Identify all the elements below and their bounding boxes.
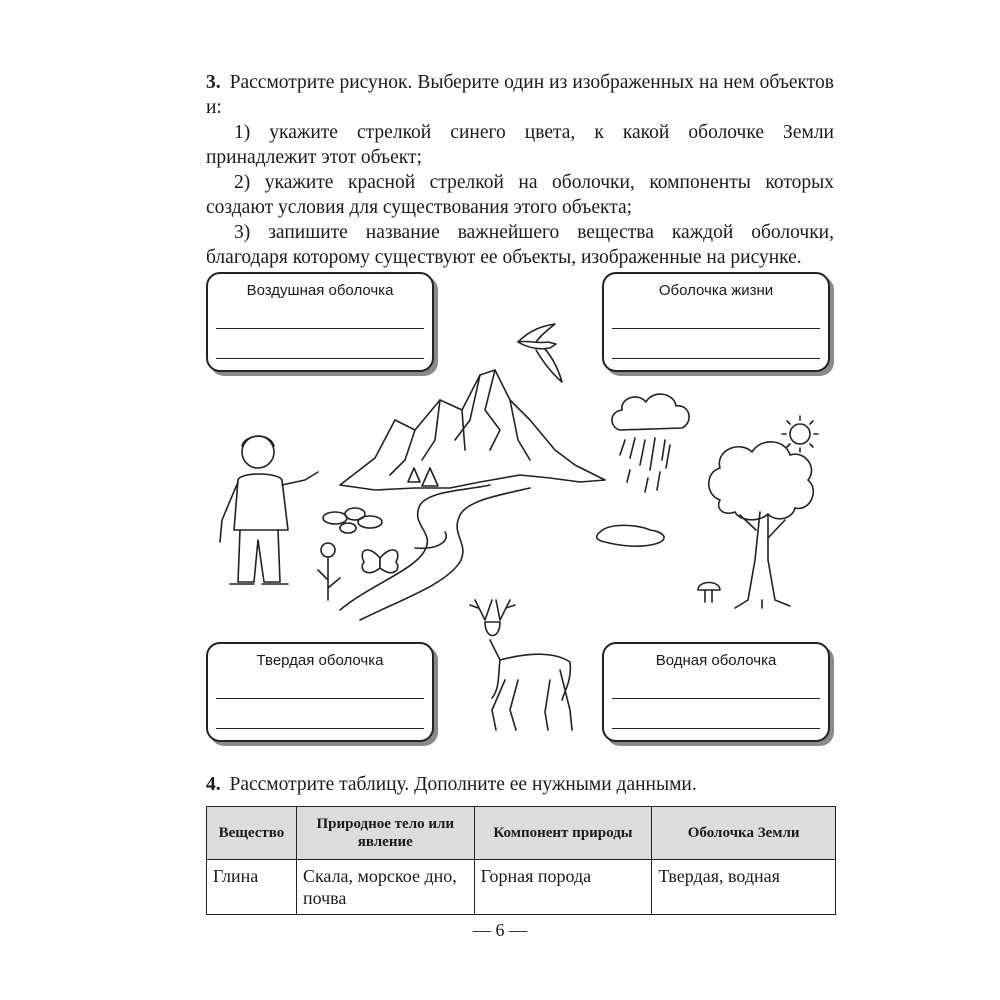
task-3-intro: [206, 70, 834, 120]
task-4-instruction: Рассмотрите таблицу. Дополните ее нужными данными.: [229, 774, 697, 795]
task-4-number: 4.: [206, 774, 221, 795]
substances-table: [206, 806, 836, 915]
air-shell-box: [206, 272, 434, 372]
answer-line[interactable]: [612, 698, 820, 699]
answer-line[interactable]: [612, 358, 820, 359]
page-number: — 6 —: [473, 920, 527, 940]
table-header-cell: Оболочка Земли: [652, 807, 836, 860]
solid-shell-title: Твердая оболочка: [256, 652, 384, 669]
answer-line[interactable]: [216, 358, 424, 359]
table-header-row: [207, 807, 836, 860]
table-cell[interactable]: Скала, морское дно, почва: [296, 860, 474, 915]
task-3-text: [206, 70, 834, 270]
answer-line[interactable]: [612, 728, 820, 729]
task-4-text: [206, 772, 834, 797]
task-3-item-1: 1) укажите стрелкой синего цвета, к какой оболочке Земли принадлежит этот объект;: [206, 122, 834, 168]
table-header-cell: Вещество: [207, 807, 297, 860]
task-3-intro-text: Рассмотрите рисунок. Выберите один из изображенных на нем объектов и:: [206, 72, 834, 118]
mushroom-icon: [698, 583, 720, 603]
task-3-number: 3.: [206, 72, 221, 93]
water-shell-title: Водная оболочка: [655, 652, 777, 669]
answer-line[interactable]: [216, 728, 424, 729]
butterfly-icon: [362, 550, 398, 573]
boy-icon: [220, 436, 318, 584]
cloud-rain-icon: [597, 394, 689, 546]
stones-icon: [323, 508, 382, 533]
life-shell-box: [602, 272, 830, 372]
solid-shell-box: [206, 642, 434, 742]
task-3-item-3: 3) запишите название важнейшего вещества каждой оболочки, благодаря которому существуют ее объекты, изображенные на рисунке.: [206, 222, 834, 268]
table-cell[interactable]: Твердая, водная: [652, 860, 836, 915]
flower-icon: [318, 543, 340, 600]
sun-icon: [782, 416, 818, 452]
mountain-icon: [340, 370, 605, 490]
table-header-cell: Компонент природы: [474, 807, 652, 860]
table-cell[interactable]: Глина: [207, 860, 297, 915]
water-shell-box: [602, 642, 830, 742]
answer-line[interactable]: [612, 328, 820, 329]
table-row: [207, 860, 836, 915]
tree-icon: [709, 442, 814, 608]
bird-icon: [518, 324, 562, 382]
life-shell-title: Оболочка жизни: [658, 282, 774, 299]
table-header-cell: Природное тело или явление: [296, 807, 474, 860]
answer-line[interactable]: [216, 698, 424, 699]
table-cell[interactable]: Горная порода: [474, 860, 652, 915]
deer-icon: [470, 600, 572, 730]
air-shell-title: Воздушная оболочка: [246, 282, 394, 299]
answer-line[interactable]: [216, 328, 424, 329]
task-3-item-2: 2) укажите красной стрелкой на оболочки, компоненты которых создают условия для существования этого объекта;: [206, 172, 834, 218]
